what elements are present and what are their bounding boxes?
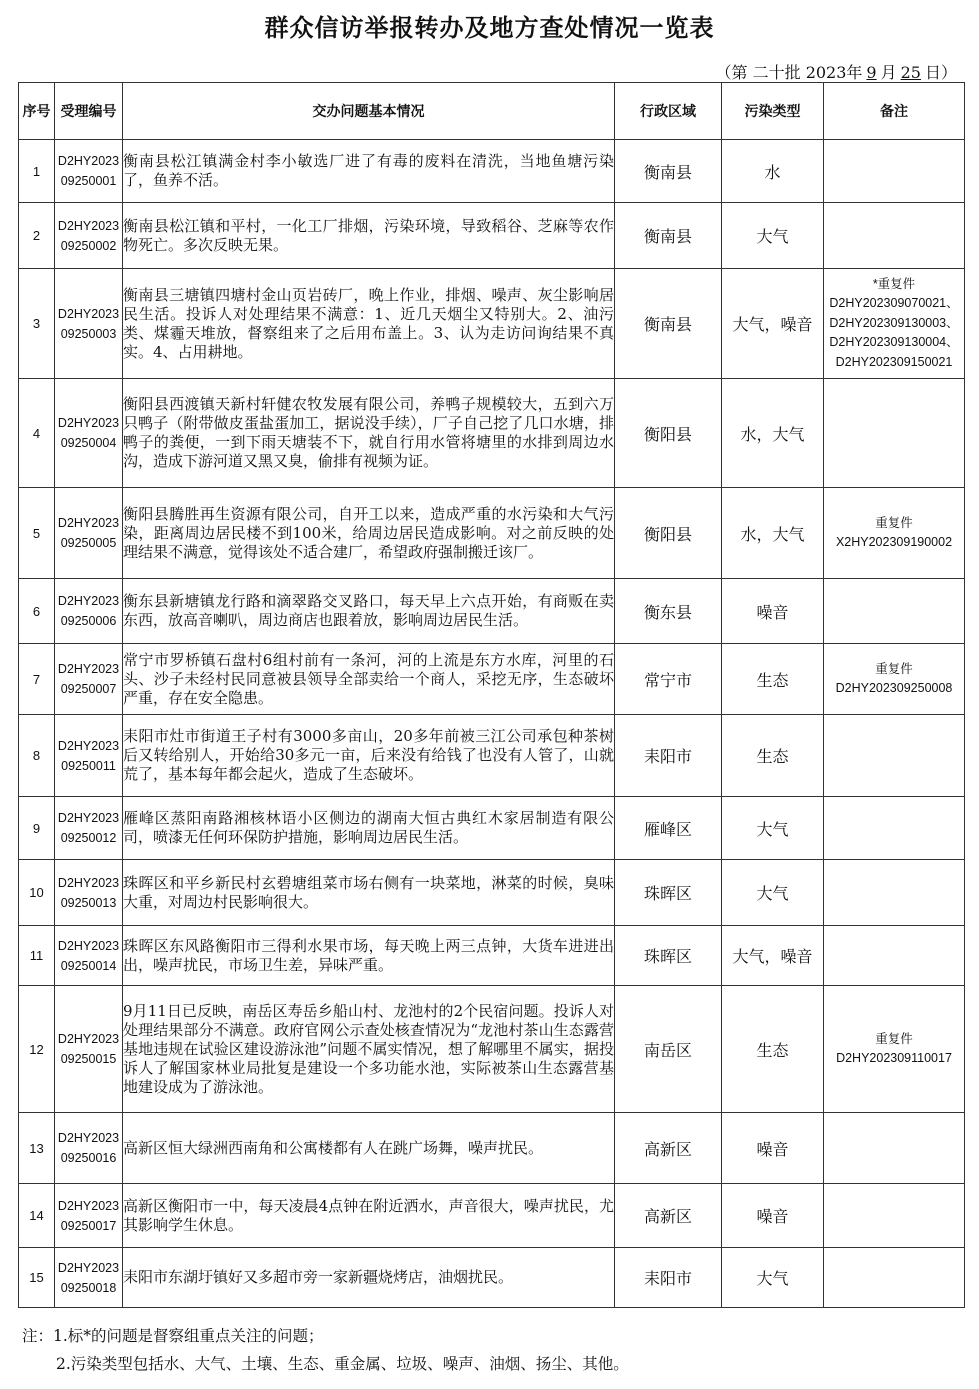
pollution-type: 生态 (722, 986, 824, 1113)
acceptance-code-line: D2HY2023 (57, 662, 120, 676)
issue-description: 衡东县新塘镇龙行路和滴翠路交叉路口，每天早上六点开始，有商贩在卖东西，放高音喇叭，周边商店也跟着放，影响周边居民生活。 (123, 579, 615, 644)
row-number: 11 (19, 926, 55, 986)
administrative-area: 耒阳市 (615, 1248, 722, 1308)
administrative-area: 衡东县 (615, 579, 722, 644)
row-number: 6 (19, 579, 55, 644)
row-number: 3 (19, 269, 55, 379)
col-header-remark: 备注 (824, 83, 965, 140)
acceptance-code-line: D2HY2023 (57, 738, 120, 753)
acceptance-code-line: 09250018 (60, 1280, 117, 1295)
issue-description: 耒阳市东湖圩镇好又多超市旁一家新疆烧烤店，油烟扰民。 (123, 1248, 615, 1308)
pollution-type: 大气 (722, 1248, 824, 1308)
acceptance-code-line: 09250003 (60, 326, 117, 341)
acceptance-code-line: 09250002 (60, 238, 117, 253)
acceptance-code (55, 379, 123, 488)
administrative-area: 耒阳市 (615, 715, 722, 797)
col-header-no: 序号 (19, 83, 55, 140)
acceptance-code (55, 1184, 123, 1248)
remark-line: X2HY202309190002 (835, 535, 953, 549)
administrative-area: 常宁市 (615, 644, 722, 715)
row-number: 1 (19, 140, 55, 203)
issue-description: 耒阳市灶市街道王子村有3000多亩山，20多年前被三江公司承包种茶树后又转给别人，开始给30多元一亩，后来没有给钱了也没有人管了，山就荒了，基本每年都会起火，造成了生态破坏。 (123, 715, 615, 797)
footnotes (22, 1326, 629, 1373)
acceptance-code-line: D2HY2023 (57, 306, 120, 321)
issue-description: 衡南县松江镇和平村，一化工厂排烟，污染环境，导致稻谷、芝麻等农作物死亡。多次反映无果。 (123, 203, 615, 269)
remark (824, 269, 965, 379)
remark (824, 1184, 965, 1248)
acceptance-code (55, 860, 123, 926)
acceptance-code-line: D2HY2023 (57, 938, 120, 953)
pollution-type: 大气，噪音 (722, 926, 824, 986)
issue-description: 常宁市罗桥镇石盘村6组村前有一条河，河的上流是东方水库，河里的石头、沙子未经村民同意被县领导全部卖给一个商人，采挖无序，生态破坏严重，存在安全隐患。 (123, 644, 615, 715)
table-row (19, 140, 965, 203)
row-number: 2 (19, 203, 55, 269)
acceptance-code (55, 203, 123, 269)
acceptance-code-line: 09250017 (60, 1218, 117, 1233)
acceptance-code-line: D2HY2023 (57, 218, 120, 233)
acceptance-code-line: 09250006 (60, 614, 117, 628)
footnote-2: 2.污染类型包括水、大气、土壤、生态、重金属、垃圾、噪声、油烟、扬尘、其他。 (56, 1355, 629, 1373)
issue-description: 高新区恒大绿洲西南角和公寓楼都有人在跳广场舞，噪声扰民。 (123, 1113, 615, 1184)
issue-description: 9月11日已反映，南岳区寿岳乡船山村、龙池村的2个民宿问题。投诉人对处理结果部分不满意。政府官网公示查处核查情况为“龙池村茶山生态露营基地违规在试验区建设游泳池”问题不属实情况，想了解哪里不属实，据投诉人了解国家林业局批复是建设一个多功能水池，实际被茶山生态露营基地建设成为了游泳池。 (123, 986, 615, 1113)
pollution-type: 大气，噪音 (722, 269, 824, 379)
footnote-1: 注：1.标*的问题是督察组重点关注的问题； (22, 1327, 324, 1345)
acceptance-code-line: 09250015 (60, 1052, 117, 1066)
remark-line: D2HY202309110017 (836, 1051, 952, 1065)
remark (824, 488, 965, 579)
row-number: 10 (19, 860, 55, 926)
pollution-type: 水，大气 (722, 488, 824, 579)
issue-description: 衡阳县腾胜再生资源有限公司，自开工以来，造成严重的水污染和大气污染，距离周边居民楼不到100米，给周边居民造成影响。对之前反映的处理结果不满意，觉得该处不适合建厂，希望政府强制搬迁该厂。 (123, 488, 615, 579)
remark-line: 重复件 (875, 515, 913, 530)
acceptance-code-line: D2HY2023 (57, 1260, 120, 1275)
table-row (19, 1248, 965, 1308)
batch-prefix: （第 二十批 (715, 63, 801, 82)
acceptance-code-line: D2HY2023 (57, 416, 120, 430)
remark-line: D2HY202309070021、 (829, 296, 959, 311)
administrative-area: 衡南县 (615, 140, 722, 203)
batch-year: 2023 (805, 63, 847, 82)
remark (824, 140, 965, 203)
administrative-area: 珠晖区 (615, 926, 722, 986)
col-header-description: 交办问题基本情况 (123, 83, 615, 140)
acceptance-code-line: 09250016 (60, 1151, 117, 1165)
acceptance-code (55, 488, 123, 579)
issue-description: 珠晖区东风路衡阳市三得利水果市场，每天晚上两三点钟，大货车进进出出，噪声扰民，市场卫生差，异味严重。 (123, 926, 615, 986)
row-number: 13 (19, 1113, 55, 1184)
remark-line: *重复件 (872, 276, 916, 291)
pollution-type: 大气 (722, 860, 824, 926)
acceptance-code-line: 09250005 (60, 536, 117, 550)
table-row (19, 644, 965, 715)
row-number: 4 (19, 379, 55, 488)
col-header-area: 行政区域 (615, 83, 722, 140)
table-row (19, 860, 965, 926)
acceptance-code-line: D2HY2023 (57, 1198, 120, 1213)
page-title: 群众信访举报转办及地方查处情况一览表 (264, 14, 715, 42)
administrative-area: 珠晖区 (615, 860, 722, 926)
acceptance-code-line: 09250011 (61, 758, 116, 773)
batch-day: 25 (900, 63, 921, 82)
remark-line: D2HY202309150021 (835, 354, 953, 369)
acceptance-code-line: D2HY2023 (57, 516, 120, 530)
acceptance-code-line: D2HY2023 (57, 1131, 120, 1145)
remark (824, 986, 965, 1113)
acceptance-code-line: 09250012 (60, 831, 117, 845)
table-row (19, 203, 965, 269)
table-row (19, 488, 965, 579)
batch-month-unit: 月 (880, 63, 897, 82)
administrative-area: 高新区 (615, 1113, 722, 1184)
acceptance-code-line: D2HY2023 (57, 875, 120, 890)
acceptance-code (55, 1113, 123, 1184)
remark (824, 860, 965, 926)
acceptance-code-line: D2HY2023 (57, 594, 120, 608)
issue-description: 高新区衡阳市一中，每天凌晨4点钟在附近洒水，声音很大，噪声扰民，尤其影响学生休息。 (123, 1184, 615, 1248)
pollution-type: 生态 (722, 644, 824, 715)
acceptance-code-line: 09250014 (60, 958, 117, 973)
remark-line: D2HY202309130004、 (829, 335, 959, 350)
remark (824, 926, 965, 986)
issue-description: 衡南县松江镇满金村李小敏选厂进了有毒的废料在清洗，当地鱼塘污染了，鱼养不活。 (123, 140, 615, 203)
administrative-area: 高新区 (615, 1184, 722, 1248)
remark-line: D2HY202309250008 (835, 681, 953, 695)
acceptance-code (55, 1248, 123, 1308)
batch-month: 9 (866, 63, 877, 82)
remark-line: 重复件 (875, 1031, 913, 1046)
row-number: 9 (19, 797, 55, 860)
table-row (19, 986, 965, 1113)
acceptance-code-line: D2HY2023 (57, 811, 120, 825)
administrative-area: 衡南县 (615, 203, 722, 269)
acceptance-code (55, 644, 123, 715)
remark (824, 379, 965, 488)
batch-year-unit: 年 (846, 63, 863, 82)
table-header-row (19, 83, 965, 140)
remark (824, 203, 965, 269)
issue-description: 珠晖区和平乡新民村玄碧塘组菜市场右侧有一块菜地，淋菜的时候，臭味大重，对周边村民影响很大。 (123, 860, 615, 926)
acceptance-code-line: 09250013 (60, 895, 117, 910)
remark (824, 1113, 965, 1184)
table-row (19, 1184, 965, 1248)
administrative-area: 衡阳县 (615, 488, 722, 579)
table-row (19, 379, 965, 488)
batch-suffix: 日） (924, 63, 957, 82)
acceptance-code-line: D2HY2023 (57, 154, 120, 168)
table-row (19, 797, 965, 860)
acceptance-code-line: 09250007 (60, 682, 117, 696)
col-header-code: 受理编号 (55, 83, 123, 140)
remark (824, 715, 965, 797)
pollution-type: 大气 (722, 203, 824, 269)
acceptance-code-line: D2HY2023 (57, 1032, 120, 1046)
pollution-type: 噪音 (722, 579, 824, 644)
remark-line: D2HY202309130003、 (829, 315, 959, 330)
table-row (19, 926, 965, 986)
issue-description: 衡南县三塘镇四塘村金山页岩砖厂，晚上作业，排烟、噪声、灰尘影响居民生活。投诉人对处理结果不满意：1、近几天烟尘又特别大。2、油污类、煤霾天堆放，督察组来了之后用布盖上。3、认为走访问询结果不真实。4、占用耕地。 (123, 269, 615, 379)
pollution-type: 噪音 (722, 1184, 824, 1248)
acceptance-code (55, 926, 123, 986)
issue-description: 雁峰区蒸阳南路湘核林语小区侧边的湖南大恒古典红木家居制造有限公司，喷漆无任何环保防护措施，影响周边居民生活。 (123, 797, 615, 860)
complaint-table (18, 82, 965, 1308)
pollution-type: 生态 (722, 715, 824, 797)
administrative-area: 南岳区 (615, 986, 722, 1113)
administrative-area: 衡阳县 (615, 379, 722, 488)
acceptance-code (55, 797, 123, 860)
administrative-area: 雁峰区 (615, 797, 722, 860)
acceptance-code-line: 09250001 (60, 174, 117, 188)
row-number: 7 (19, 644, 55, 715)
pollution-type: 水 (722, 140, 824, 203)
table-row (19, 715, 965, 797)
row-number: 12 (19, 986, 55, 1113)
acceptance-code (55, 986, 123, 1113)
remark (824, 579, 965, 644)
acceptance-code (55, 269, 123, 379)
remark (824, 1248, 965, 1308)
acceptance-code-line: 09250004 (60, 436, 117, 450)
row-number: 8 (19, 715, 55, 797)
pollution-type: 水，大气 (722, 379, 824, 488)
batch-date-line (716, 60, 958, 83)
acceptance-code (55, 579, 123, 644)
table-row (19, 579, 965, 644)
table-row (19, 1113, 965, 1184)
remark (824, 644, 965, 715)
administrative-area: 衡南县 (615, 269, 722, 379)
remark (824, 797, 965, 860)
col-header-pollution-type: 污染类型 (722, 83, 824, 140)
acceptance-code (55, 140, 123, 203)
pollution-type: 大气 (722, 797, 824, 860)
acceptance-code (55, 715, 123, 797)
pollution-type: 噪音 (722, 1113, 824, 1184)
issue-description: 衡阳县西渡镇天新村轩健农牧发展有限公司，养鸭子规模较大，五到六万只鸭子（附带做皮蛋盐蛋加工，据说没手续），厂子自己挖了几口水塘，排鸭子的粪便，一到下雨天塘装不下，就自行用水管将塘里的水排到周边水沟，造成下游河道又黑又臭，偷排有视频为证。 (123, 379, 615, 488)
remark-line: 重复件 (875, 661, 913, 676)
row-number: 15 (19, 1248, 55, 1308)
row-number: 14 (19, 1184, 55, 1248)
table-row (19, 269, 965, 379)
row-number: 5 (19, 488, 55, 579)
